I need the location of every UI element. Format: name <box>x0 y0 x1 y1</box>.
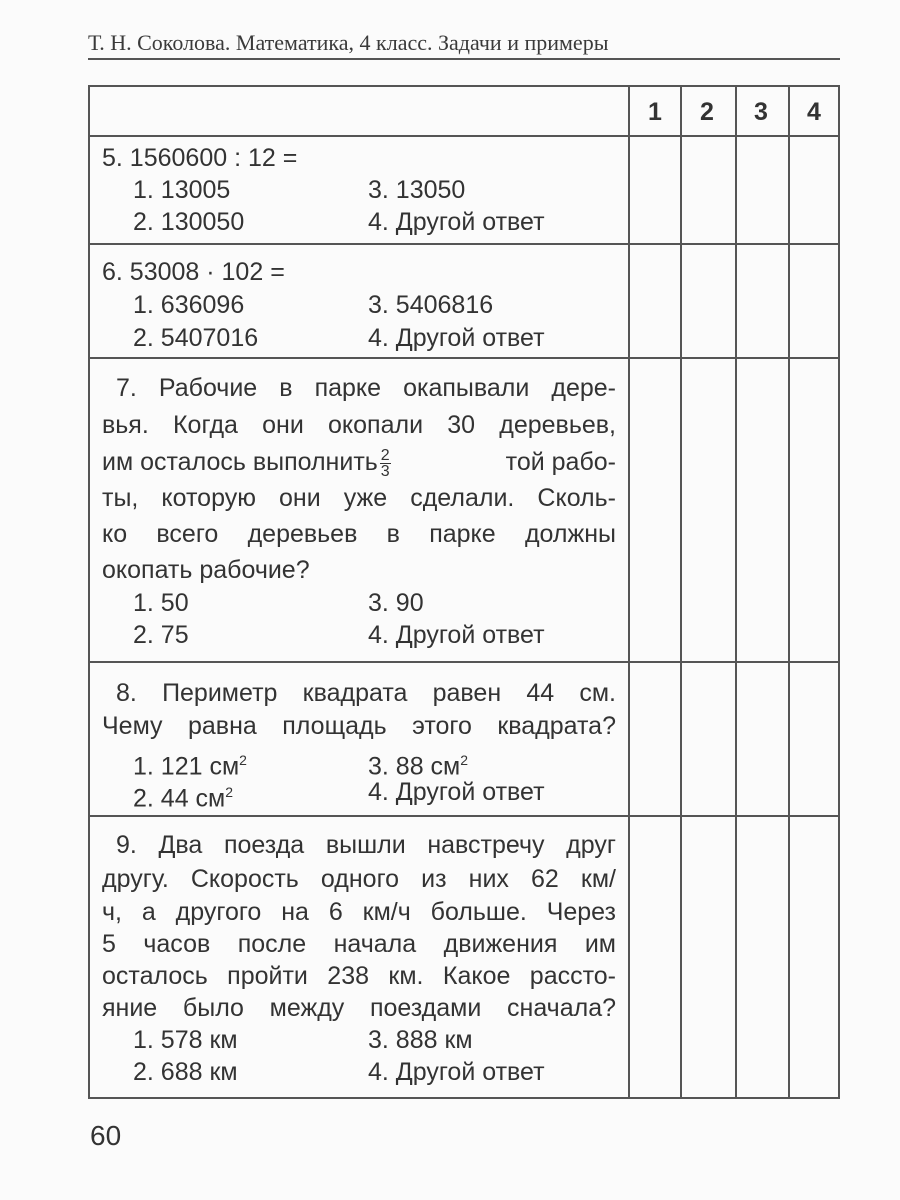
question-7-line: вья. Когда они окопали 30 деревьев, <box>102 411 616 439</box>
superscript: 2 <box>460 752 469 768</box>
column-divider <box>680 85 682 1099</box>
question-9-line: другу. Скорость одного из них 62 км/ <box>102 865 616 893</box>
question-6: 6. 53008 · 102 = <box>102 258 285 286</box>
row-divider <box>88 357 840 359</box>
option: 3. 13050 <box>368 176 466 204</box>
question-5: 5. 1560600 : 12 = <box>102 144 298 172</box>
row-divider <box>88 243 840 245</box>
option: 2. 5407016 <box>133 324 259 352</box>
text: 2. 44 см <box>133 784 226 813</box>
column-divider <box>628 85 630 1099</box>
question-9-line: яние было между поездами сначала? <box>102 994 616 1022</box>
row-divider <box>88 135 840 137</box>
column-header-2: 2 <box>700 98 714 126</box>
row-divider <box>88 815 840 817</box>
question-9-line: 9. Два поезда вышли навстречу друг <box>116 831 616 859</box>
column-header-3: 3 <box>754 98 768 126</box>
option: 2. 688 км <box>133 1058 238 1086</box>
fraction-numerator: 2 <box>380 446 390 464</box>
question-9-line: ч, а другого на 6 км/ч больше. Через <box>102 898 616 926</box>
column-divider <box>735 85 737 1099</box>
option: 1. 636096 <box>133 291 245 319</box>
option: 1. 50 <box>133 589 189 617</box>
row-divider <box>88 661 840 663</box>
option <box>368 743 469 781</box>
option: 2. 130050 <box>133 208 245 236</box>
question-7-line: ты, которую они уже сделали. Сколь- <box>102 484 616 512</box>
option: 4. Другой ответ <box>368 621 545 649</box>
text: 3. 88 см <box>368 752 461 781</box>
option: 1. 13005 <box>133 176 231 204</box>
option: 3. 888 км <box>368 1026 473 1054</box>
text: 1. 121 см <box>133 752 240 781</box>
fraction <box>380 448 391 479</box>
column-divider <box>788 85 790 1099</box>
question-8-line: Чему равна площадь этого квадрата? <box>102 712 616 740</box>
option <box>133 775 234 813</box>
option: 4. Другой ответ <box>368 324 545 352</box>
question-9-line: осталось пройти 238 км. Какое рассто- <box>102 962 616 990</box>
option: 3. 5406816 <box>368 291 494 319</box>
option: 4. Другой ответ <box>368 208 545 236</box>
question-9-line: 5 часов после начала движения им <box>102 930 616 958</box>
option: 4. Другой ответ <box>368 778 545 806</box>
option: 4. Другой ответ <box>368 1058 545 1086</box>
text: им осталось выполнить <box>102 448 378 476</box>
running-header: Т. Н. Соколова. Математика, 4 класс. Задачи и примеры <box>88 30 609 55</box>
question-7-line: окопать рабочие? <box>102 556 310 584</box>
page-number: 60 <box>90 1120 122 1151</box>
option <box>133 743 247 781</box>
header-rule <box>88 58 840 60</box>
question-7-line: 7. Рабочие в парке окапывали дере- <box>116 374 616 402</box>
question-7-line <box>102 445 616 479</box>
text: той рабо- <box>505 448 616 476</box>
column-header-4: 4 <box>807 98 821 126</box>
question-7-line: ко всего деревьев в парке должны <box>102 520 616 548</box>
question-8-line: 8. Периметр квадрата равен 44 см. <box>116 679 616 707</box>
superscript: 2 <box>239 752 247 768</box>
option: 2. 75 <box>133 621 189 649</box>
column-header-1: 1 <box>648 98 662 126</box>
option: 3. 90 <box>368 589 424 617</box>
fraction-denominator: 3 <box>380 462 390 480</box>
option: 1. 578 км <box>133 1026 238 1054</box>
superscript: 2 <box>225 784 234 800</box>
